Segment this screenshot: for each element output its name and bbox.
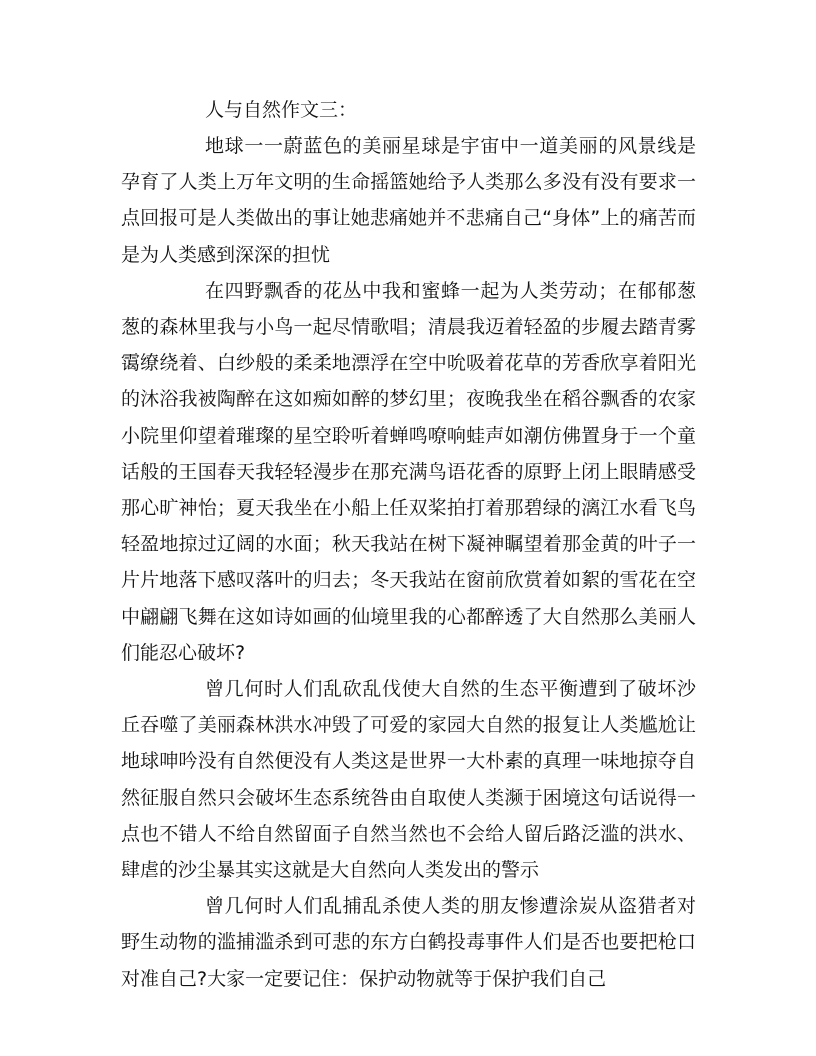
paragraph-earth: 地球一一蔚蓝色的美丽星球是宇宙中一道美丽的风景线是孕育了人类上万年文明的生命摇篮她给予人类那么多没有没有要求一点回报可是人类做出的事让她悲痛她并不悲痛自己“身体”上的痛苦而是为人类感到深深的担忧 — [121, 135, 696, 266]
paragraph-deforestation: 曾几何时人们乱砍乱伐使大自然的生态平衡遭到了破坏沙丘吞噬了美丽森林洪水冲毁了可爱的家园大自然的报复让人类尴尬让地球呻吟没有自然便没有人类这是世界一大朴素的真理一味地掠夺自然征服自然只会破坏生态系统咎由自取使人类濒于困境这句话说得一点也不错人不给自然留面子自然当然也不会给人留后路泛滥的洪水、肆虐的沙尘暴其实这就是大自然向人类发出的警示 — [121, 678, 696, 882]
paragraph-seasons: 在四野飘香的花丛中我和蜜蜂一起为人类劳动；在郁郁葱葱的森林里我与小鸟一起尽情歌唱；清晨我迈着轻盈的步履去踏青雾霭缭绕着、白纱般的柔柔地漂浮在空中吮吸着花草的芳香欣享着阳光的沐浴我被陶醉在这如痴如醉的梦幻里；夜晚我坐在稻谷飘香的农家小院里仰望着璀璨的星空聆听着蝉鸣嘹响蛙声如潮仿佛置身于一个童话般的王国春天我轻轻漫步在那充满鸟语花香的原野上闭上眼睛感受那心旷神怡；夏天我坐在小船上任双桨拍打着那碧绿的漓江水看飞鸟轻盈地掠过辽阔的水面；秋天我站在树下凝神瞩望着那金黄的叶子一片片地落下感叹落叶的归去；冬天我站在窗前欣赏着如絮的雪花在空中翩翩飞舞在这如诗如画的仙境里我的心都醉透了大自然那么美丽人们能忍心破坏? — [121, 279, 696, 664]
essay-title: 人与自然作文三： — [205, 99, 358, 121]
paragraph-wildlife: 曾几何时人们乱捕乱杀使人类的朋友惨遭涂炭从盗猎者对野生动物的滥捕滥杀到可悲的东方白鹤投毒事件人们是否也要把枪口对准自己?大家一定要记住：保护动物就等于保护我们自己 — [121, 895, 696, 990]
essay-body — [121, 92, 696, 997]
